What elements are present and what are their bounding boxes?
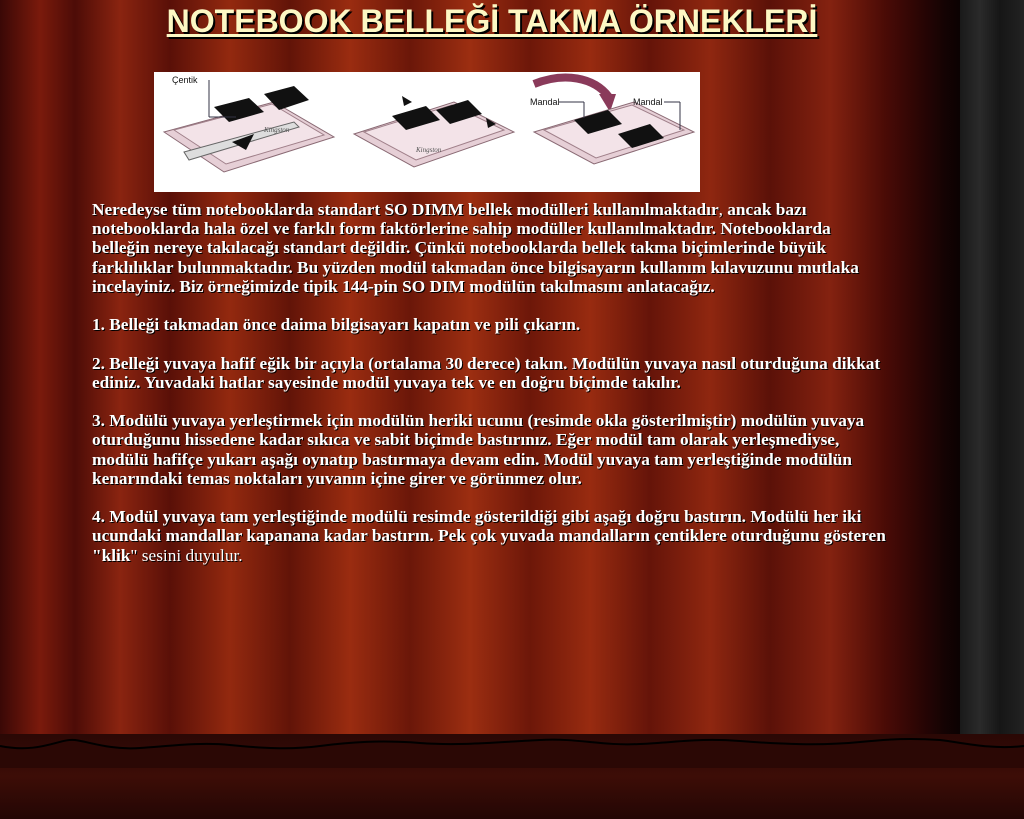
install-step-illustration-2 xyxy=(354,96,514,167)
instructions-body xyxy=(92,200,892,584)
page-title: NOTEBOOK BELLEĞİ TAKMA ÖRNEKLERİ xyxy=(166,3,818,39)
notch-label: Çentik xyxy=(172,75,198,85)
right-curtain xyxy=(960,0,1024,819)
svg-text:Kingston: Kingston xyxy=(416,146,442,154)
step-1: 1. Belleği takmadan önce daima bilgisayarı kapatın ve pili çıkarın. xyxy=(92,315,581,335)
intro-paragraph: Neredeyse tüm notebooklarda standart SO DIMM bellek modülleri kullanılmaktadır, ancak bazı notebooklarda hala özel ve farklı form faktörlerine sahip modüller kullanılmaktadır. Notebooklarda belleğin nereye takılacağı standart değildir. Çünkü notebooklarda bellek takma biçimlerinde büyük farklılıklar bulunmaktadır. Bu yüzden modül takmadan önce bilgisayarın kullanım kılavuzunu mutlaka incelayiniz. Biz örneğimizde tipik 144-pin SO DIM modülün takılmasını anlatacağız. xyxy=(92,200,859,296)
brand-label: Kingston xyxy=(264,126,290,134)
curtain-hem xyxy=(0,728,1024,768)
step-2: 2. Belleği yuvaya hafif eğik bir açıyla (ortalama 30 derece) takın. Modülün yuvaya nasıl oturduğuna dikkat ediniz. Yuvadaki hatlar sayesinde modül yuvaya tek ve en doğru biçimde takılır. xyxy=(92,353,881,392)
install-step-illustration-1 xyxy=(164,75,334,172)
install-step-illustration-3 xyxy=(530,78,694,164)
latch-label-right: Mandal xyxy=(633,97,663,107)
memory-installation-figure xyxy=(154,72,700,192)
latch-label-left: Mandal xyxy=(530,97,560,107)
step-4: 4. Modül yuvaya tam yerleştiğinde modülü resimde gösterildiği gibi aşağı doğru bastırın. Modülü her iki ucundaki mandallar kapanana kadar bastırın. Pek çok yuvada mandalların çentiklere oturduğunu gösteren "klik" sesini duyulur. xyxy=(92,507,886,565)
step-3: 3. Modülü yuvaya yerleştirmek için modülün heriki ucunu (resimde okla gösterilmiştir) modülün yuvaya oturduğunu hissedene kadar sıkıca ve sabit biçimde bastırınız. Eğer modül tam olarak yerleşmediyse, modülü hafifçe yukarı aşağı oynatıp bastırmaya devam edin. Modül yuvaya tam yerleştiğinde modülün kenarındaki temas noktaları yuvanın içine girer ve görünmez olur. xyxy=(92,411,865,488)
